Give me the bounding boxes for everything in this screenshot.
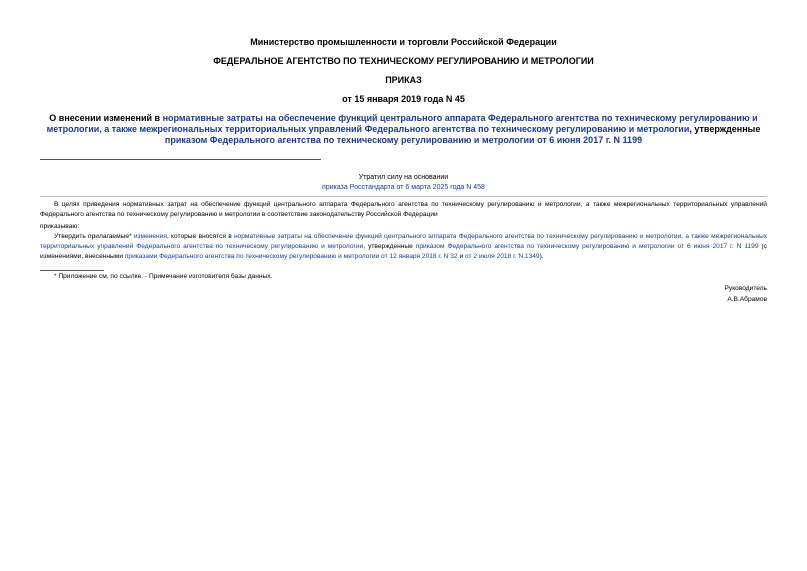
date-number-heading: от 15 января 2019 года N 45 xyxy=(342,94,465,104)
p3-text-f: ). xyxy=(539,253,544,260)
document-title xyxy=(40,113,767,146)
order-1199-link[interactable]: приказом Федерального агентства по техническому регулированию и метрологии от 6 июня 2017 г. N 1199 xyxy=(415,243,759,250)
footnote-divider xyxy=(40,270,104,271)
agency-heading: ФЕДЕРАЛЬНОЕ АГЕНТСТВО ПО ТЕХНИЧЕСКОМУ РЕГУЛИРОВАНИЮ И МЕТРОЛОГИИ xyxy=(213,56,594,66)
footnote: * Приложение см. по ссылке. - Примечание изготовителя базы данных. xyxy=(54,273,273,280)
p3-text-d: (с изменениями, внесенными xyxy=(40,243,767,260)
ministry-heading: Министерство промышленности и торговли Российской Федерации xyxy=(250,37,557,47)
paragraph-approve xyxy=(40,232,767,262)
p3-text-a: Утвердить прилагаемые* xyxy=(54,233,134,240)
title-link-order-1199[interactable]: приказом Федерального агентства по техническому регулированию и метрологии от 6 июня 2017 г. N 1199 xyxy=(164,135,643,145)
signature-position: Руководитель xyxy=(724,285,767,292)
changes-link[interactable]: изменения xyxy=(133,233,167,240)
p3-text-e: и xyxy=(457,253,465,260)
paragraph-purpose: В целях приведения нормативных затрат на обеспечение функций центрального аппарата Федерального агентства по техническому регулированию и метрологии, а также межрегиональных территориальных управлений Федерального агентства по техническому регулированию и метрологии в соответствие законодательству Российской Федерации xyxy=(40,201,767,218)
title-link-norms[interactable]: нормативные затраты на обеспечение функций центрального аппарата Федерального агентства по техническому регулированию и метрологии, а также межрегиональных территориальных управлений Федерального агентства по техническому регулированию и метрологии xyxy=(46,113,758,134)
doc-type-heading: ПРИКАЗ xyxy=(385,75,422,85)
paragraph-order-word: приказываю: xyxy=(40,223,80,230)
divider-short xyxy=(40,159,321,160)
p3-text-c: , утвержденные xyxy=(363,243,416,250)
status-lost-force: Утратил силу на основании xyxy=(358,174,449,181)
p3-text-b: , которые вносятся в xyxy=(166,233,234,240)
norms-link[interactable]: нормативные затраты на обеспечение функций центрального аппарата Федерального агентства по техническому регулированию и метрологии, а также межрегиональных территориальных управлений Федерального агентства по техническому регулированию и метрологии xyxy=(40,233,767,250)
divider-full xyxy=(40,196,767,197)
order-1349-link[interactable]: от 2 июля 2018 г. N 1349 xyxy=(464,253,540,260)
orders-2018-link[interactable]: приказами Федерального агентства по техническому регулированию и метрологии от 12 января 2018 г. N 32 xyxy=(124,253,458,260)
signature-name: А.В.Абрамов xyxy=(727,296,767,303)
status-link-wrap xyxy=(40,184,767,191)
title-middle: , утвержденные xyxy=(689,124,761,134)
status-order-link[interactable]: приказа Росстандарта от 6 марта 2025 года N 458 xyxy=(322,184,485,191)
title-prefix: О внесении изменений в xyxy=(49,113,163,123)
